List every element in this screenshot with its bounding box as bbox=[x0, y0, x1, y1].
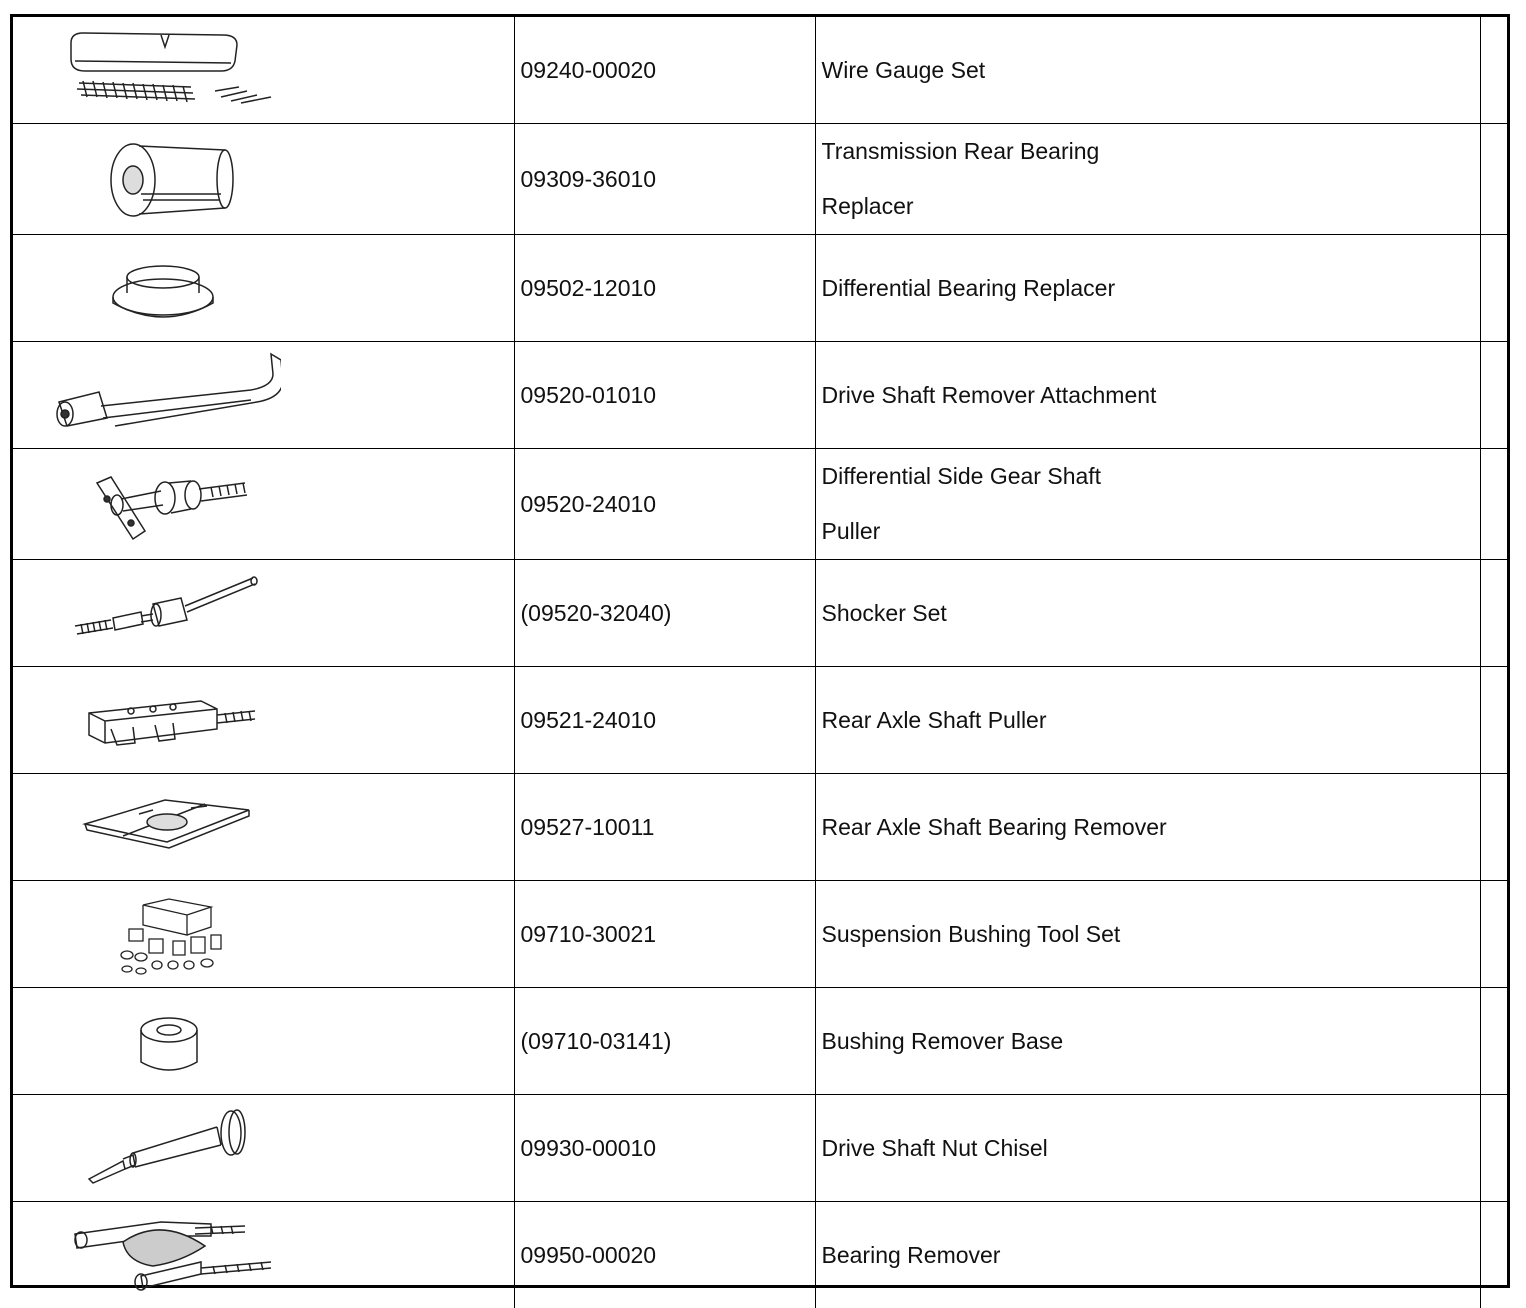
bearing-ring-icon bbox=[41, 239, 281, 337]
tool-name-line: Suspension Bushing Tool Set bbox=[822, 907, 1480, 962]
tool-name-line: Rear Axle Shaft Puller bbox=[822, 693, 1480, 748]
illustration-cell bbox=[13, 774, 514, 881]
tool-name bbox=[815, 774, 1480, 881]
part-number: 09520-24010 bbox=[514, 449, 815, 560]
illustration-cell bbox=[13, 988, 514, 1095]
nut-chisel-icon bbox=[41, 1099, 281, 1197]
remover-attachment-icon bbox=[41, 346, 281, 444]
table-row bbox=[13, 449, 1507, 560]
part-number: 09502-12010 bbox=[514, 235, 815, 342]
illustration-cell bbox=[13, 17, 514, 124]
tool-name bbox=[815, 1095, 1480, 1202]
special-tools-table bbox=[13, 17, 1507, 1308]
table-row bbox=[13, 235, 1507, 342]
notes-cell bbox=[1480, 667, 1507, 774]
bushing-tool-set-icon bbox=[41, 885, 281, 983]
part-number: 09309-36010 bbox=[514, 124, 815, 235]
part-number: 09710-30021 bbox=[514, 881, 815, 988]
illustration-cell bbox=[13, 881, 514, 988]
tool-name bbox=[815, 988, 1480, 1095]
tool-name-line: Differential Bearing Replacer bbox=[822, 261, 1480, 316]
tool-name-line: Replacer bbox=[822, 179, 1480, 234]
bearing-remover-plate-icon bbox=[41, 778, 281, 876]
wire-gauge-set-icon bbox=[41, 21, 281, 119]
illustration-cell bbox=[13, 1202, 514, 1308]
part-number: 09527-10011 bbox=[514, 774, 815, 881]
table-row bbox=[13, 1202, 1507, 1308]
tool-name-line: Drive Shaft Remover Attachment bbox=[822, 368, 1480, 423]
illustration-cell bbox=[13, 449, 514, 560]
table-row bbox=[13, 124, 1507, 235]
tool-name-line: Differential Side Gear Shaft bbox=[822, 449, 1480, 504]
tool-name-line: Wire Gauge Set bbox=[822, 43, 1480, 98]
tool-name-line: Transmission Rear Bearing bbox=[822, 124, 1480, 179]
tool-name bbox=[815, 881, 1480, 988]
tool-name-line: Shocker Set bbox=[822, 586, 1480, 641]
notes-cell bbox=[1480, 560, 1507, 667]
tool-name bbox=[815, 342, 1480, 449]
part-number: 09520-01010 bbox=[514, 342, 815, 449]
table-row bbox=[13, 881, 1507, 988]
side-gear-puller-icon bbox=[41, 453, 281, 551]
tool-name-line: Puller bbox=[822, 504, 1480, 559]
illustration-cell bbox=[13, 235, 514, 342]
tool-name-line: Bearing Remover bbox=[822, 1228, 1480, 1283]
remover-base-icon bbox=[41, 992, 281, 1090]
notes-cell bbox=[1480, 988, 1507, 1095]
tool-name-line: Bushing Remover Base bbox=[822, 1014, 1480, 1069]
slide-hammer-icon bbox=[41, 564, 281, 662]
notes-cell bbox=[1480, 449, 1507, 560]
table-row bbox=[13, 17, 1507, 124]
part-number: (09710-03141) bbox=[514, 988, 815, 1095]
notes-cell bbox=[1480, 124, 1507, 235]
notes-cell bbox=[1480, 774, 1507, 881]
special-tools-sheet bbox=[10, 14, 1510, 1288]
notes-cell bbox=[1480, 1095, 1507, 1202]
part-number: 09521-24010 bbox=[514, 667, 815, 774]
illustration-cell bbox=[13, 342, 514, 449]
part-number: (09520-32040) bbox=[514, 560, 815, 667]
part-number: 09950-00020 bbox=[514, 1202, 815, 1308]
table-row bbox=[13, 774, 1507, 881]
notes-cell bbox=[1480, 17, 1507, 124]
notes-cell bbox=[1480, 881, 1507, 988]
illustration-cell bbox=[13, 560, 514, 667]
table-row bbox=[13, 1095, 1507, 1202]
illustration-cell bbox=[13, 667, 514, 774]
tool-name bbox=[815, 560, 1480, 667]
tool-name bbox=[815, 235, 1480, 342]
part-number: 09240-00020 bbox=[514, 17, 815, 124]
tool-name-line: Rear Axle Shaft Bearing Remover bbox=[822, 800, 1480, 855]
table-row bbox=[13, 667, 1507, 774]
notes-cell bbox=[1480, 342, 1507, 449]
tool-name bbox=[815, 667, 1480, 774]
tool-name bbox=[815, 17, 1480, 124]
notes-cell bbox=[1480, 235, 1507, 342]
tool-name bbox=[815, 449, 1480, 560]
illustration-cell bbox=[13, 124, 514, 235]
illustration-cell bbox=[13, 1095, 514, 1202]
tool-name bbox=[815, 124, 1480, 235]
tool-name bbox=[815, 1202, 1480, 1308]
tool-name-line: Drive Shaft Nut Chisel bbox=[822, 1121, 1480, 1176]
table-row bbox=[13, 988, 1507, 1095]
table-row bbox=[13, 342, 1507, 449]
axle-shaft-puller-icon bbox=[41, 671, 281, 769]
table-row bbox=[13, 560, 1507, 667]
bearing-replacer-sleeve-icon bbox=[41, 128, 281, 226]
bearing-remover-icon bbox=[41, 1206, 281, 1304]
notes-cell bbox=[1480, 1202, 1507, 1308]
part-number: 09930-00010 bbox=[514, 1095, 815, 1202]
